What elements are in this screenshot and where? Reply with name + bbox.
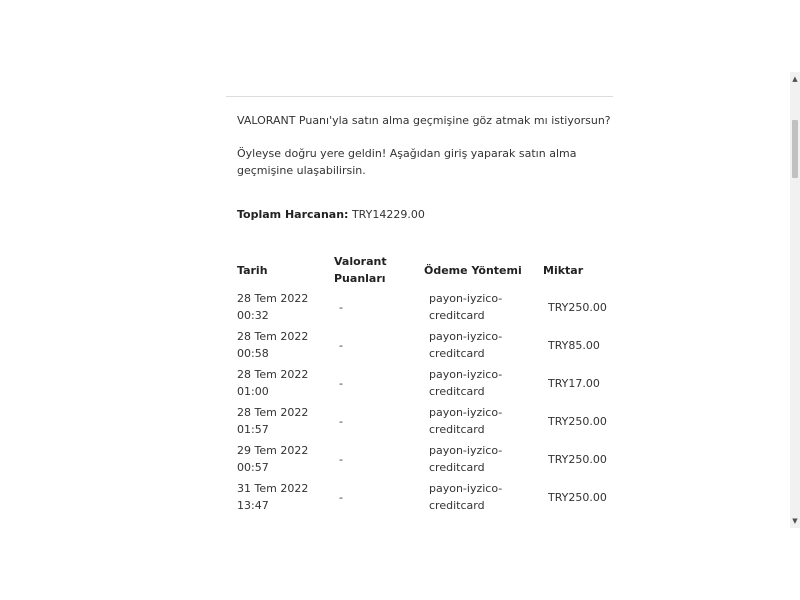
- purchase-history-table: [237, 252, 613, 516]
- cell-valorant-points: -: [339, 300, 343, 314]
- table-row: [237, 364, 613, 402]
- table-row: [237, 288, 613, 326]
- cell-date: 29 Tem 2022 00:57: [237, 444, 309, 474]
- total-spent: [237, 206, 613, 223]
- cell-valorant-points: -: [339, 376, 343, 390]
- cell-amount: TRY85.00: [548, 338, 600, 352]
- cell-valorant-points: -: [339, 338, 343, 352]
- table-row: [237, 440, 613, 478]
- header-date: Tarih: [237, 263, 268, 277]
- cell-date: 28 Tem 2022 01:00: [237, 368, 309, 398]
- scroll-down-icon[interactable]: ▼: [792, 517, 798, 525]
- table-row: [237, 402, 613, 440]
- cell-valorant-points: -: [339, 452, 343, 466]
- cell-amount: TRY250.00: [548, 452, 607, 466]
- cell-payment-method: payon-iyzico-creditcard: [429, 482, 503, 512]
- vertical-scrollbar[interactable]: [790, 72, 800, 528]
- header-payment-method: Ödeme Yöntemi: [424, 263, 522, 277]
- cell-payment-method: payon-iyzico-creditcard: [429, 292, 503, 322]
- cell-date: 28 Tem 2022 00:32: [237, 292, 309, 322]
- cell-date: 28 Tem 2022 01:57: [237, 406, 309, 436]
- purchase-history-section: [237, 112, 613, 223]
- scroll-up-icon[interactable]: ▲: [792, 75, 798, 83]
- section-divider: [226, 96, 613, 97]
- cell-payment-method: payon-iyzico-creditcard: [429, 444, 503, 474]
- cell-valorant-points: -: [339, 414, 343, 428]
- cell-payment-method: payon-iyzico-creditcard: [429, 368, 503, 398]
- cell-payment-method: payon-iyzico-creditcard: [429, 406, 503, 436]
- total-spent-value: TRY14229.00: [351, 208, 425, 221]
- total-spent-label: Toplam Harcanan:: [237, 208, 349, 221]
- cell-payment-method: payon-iyzico-creditcard: [429, 330, 503, 360]
- cell-valorant-points: -: [339, 490, 343, 504]
- cell-amount: TRY17.00: [548, 376, 600, 390]
- cell-amount: TRY250.00: [548, 414, 607, 428]
- scrollbar-thumb[interactable]: [792, 120, 798, 178]
- cell-amount: TRY250.00: [548, 490, 607, 504]
- table-header-row: [237, 252, 613, 288]
- cell-date: 31 Tem 2022 13:47: [237, 482, 309, 512]
- hint-text: Öyleyse doğru yere geldin! Aşağıdan giriş yaparak satın alma geçmişine ulaşabilirsin.: [237, 147, 577, 177]
- table-row: [237, 326, 613, 364]
- header-valorant-points: Valorant Puanları: [334, 255, 387, 285]
- cell-amount: TRY250.00: [548, 300, 607, 314]
- cell-date: 28 Tem 2022 00:58: [237, 330, 309, 360]
- header-amount: Miktar: [543, 263, 584, 277]
- table-row: [237, 478, 613, 516]
- intro-text: VALORANT Puanı'yla satın alma geçmişine göz atmak mı istiyorsun?: [237, 114, 611, 127]
